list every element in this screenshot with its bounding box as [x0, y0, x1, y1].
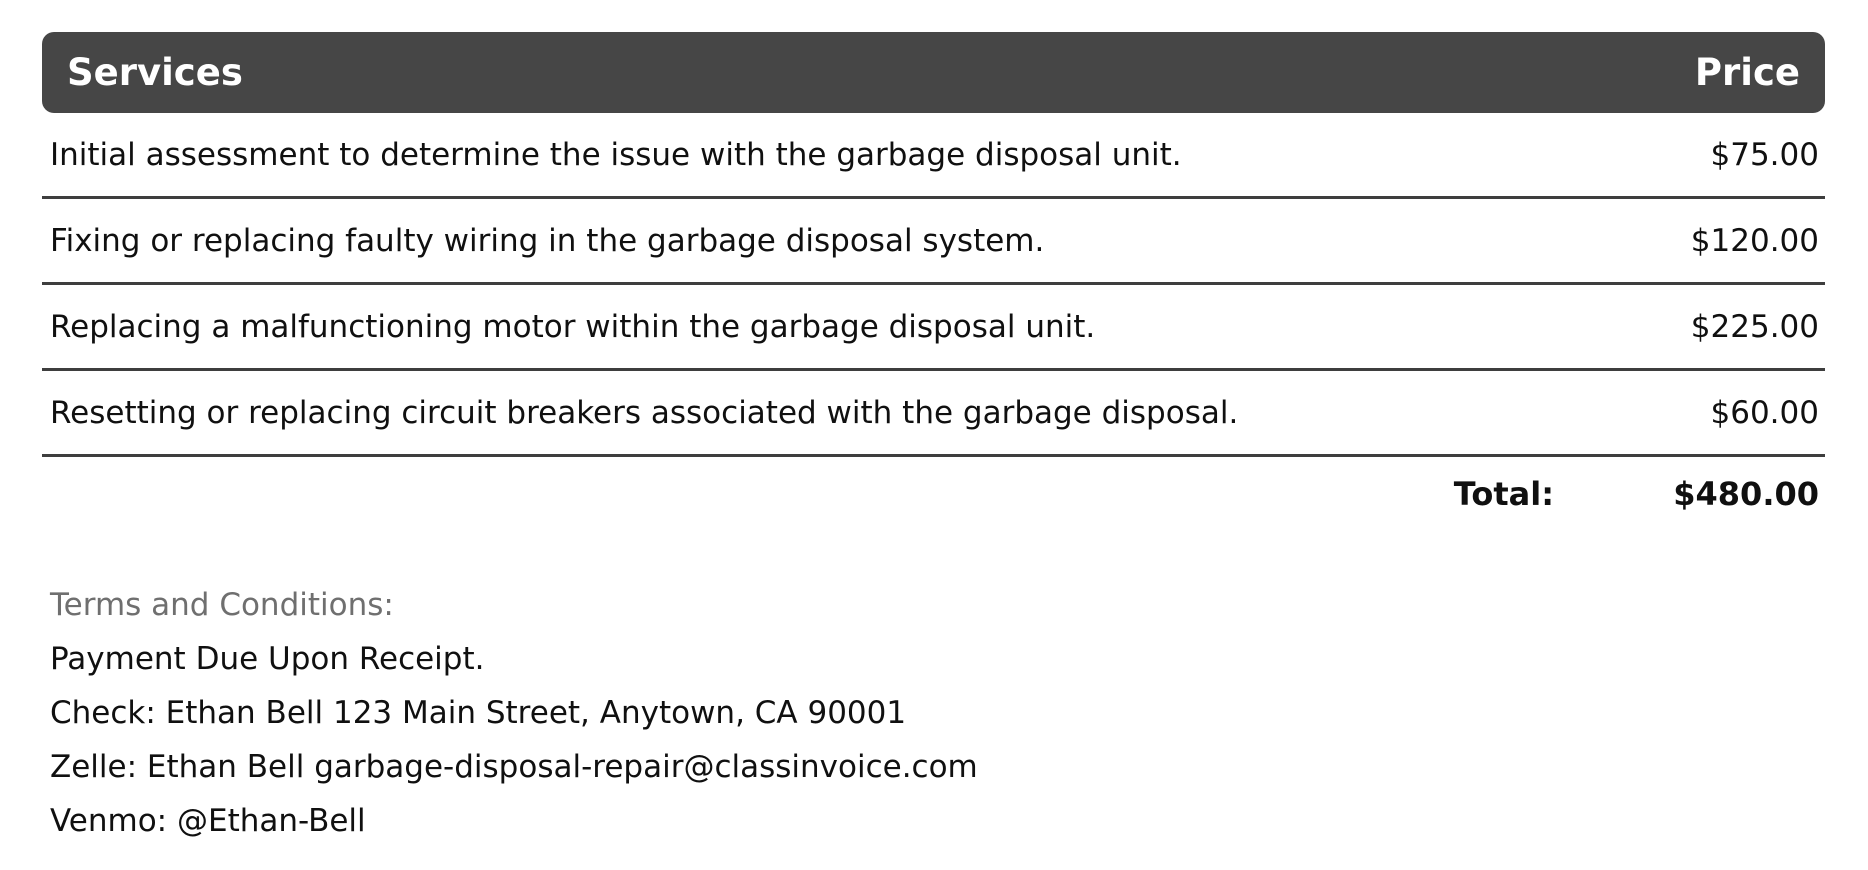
terms-heading: Terms and Conditions: [50, 587, 394, 623]
service-description: Resetting or replacing circuit breakers associated with the garbage disposal. [50, 394, 1239, 431]
services-table [42, 32, 1825, 531]
price-column-header: Price [1694, 51, 1800, 94]
terms-line-zelle: Zelle: Ethan Bell garbage-disposal-repair@classinvoice.com [50, 749, 978, 785]
terms-line-payment: Payment Due Upon Receipt. [50, 641, 485, 677]
invoice-document [42, 32, 1825, 848]
services-table-header [42, 32, 1825, 113]
terms-section [42, 578, 1825, 848]
table-row [42, 113, 1825, 199]
service-description: Replacing a malfunctioning motor within the garbage disposal unit. [50, 308, 1096, 345]
total-row [42, 457, 1825, 531]
service-description: Initial assessment to determine the issue with the garbage disposal unit. [50, 136, 1182, 173]
service-price: $75.00 [1710, 136, 1819, 173]
terms-line-venmo: Venmo: @Ethan-Bell [50, 803, 366, 839]
table-row [42, 371, 1825, 457]
terms-line-check: Check: Ethan Bell 123 Main Street, Anytown, CA 90001 [50, 695, 907, 731]
service-price: $60.00 [1710, 394, 1819, 431]
service-description: Fixing or replacing faulty wiring in the garbage disposal system. [50, 222, 1045, 259]
service-price: $120.00 [1690, 222, 1819, 259]
service-price: $225.00 [1690, 308, 1819, 345]
services-column-header: Services [67, 51, 243, 94]
total-label: Total: [1453, 475, 1554, 513]
table-row [42, 285, 1825, 371]
table-row [42, 199, 1825, 285]
total-value: $480.00 [1673, 475, 1819, 513]
